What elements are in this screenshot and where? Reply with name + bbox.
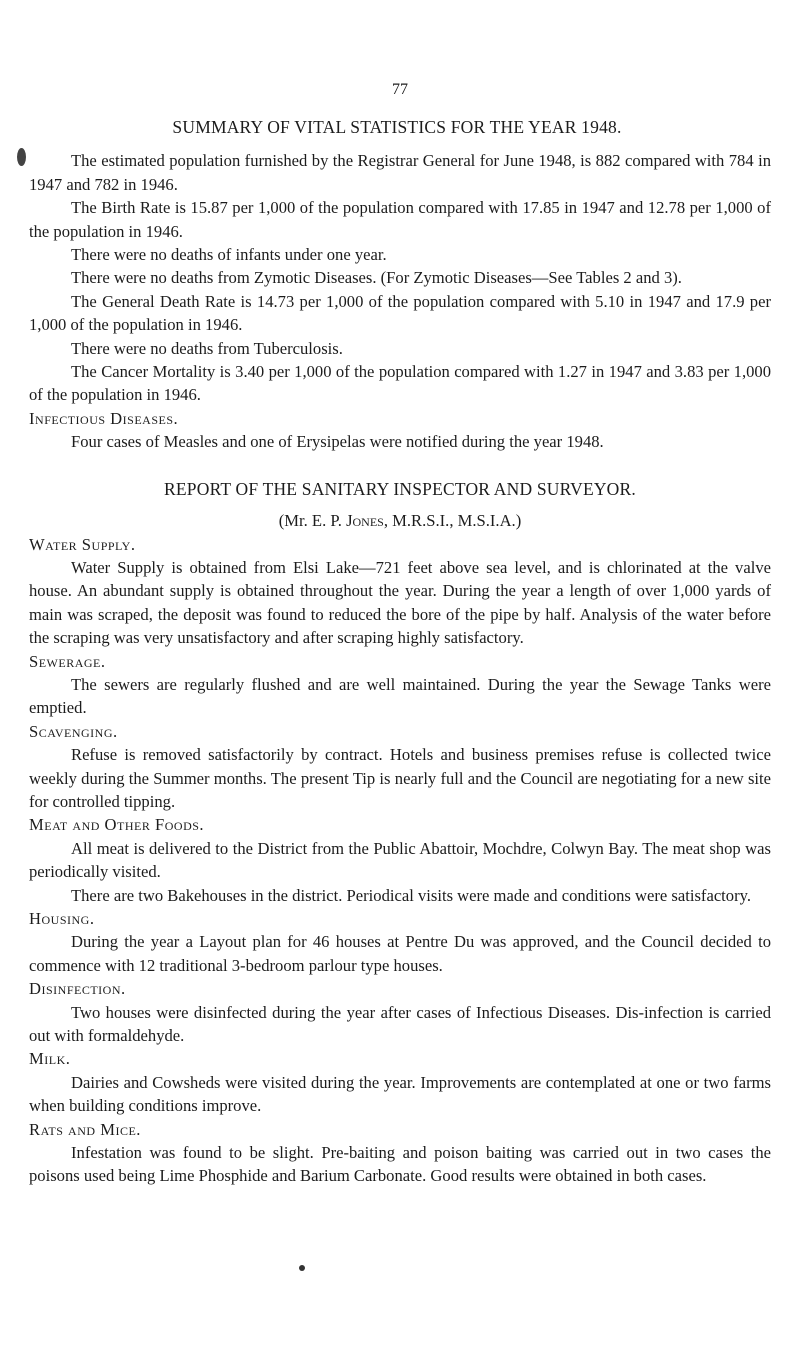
section-heading-meat-and-other-foods: Meat and Other Foods. bbox=[29, 815, 205, 835]
section-heading-infectious-diseases: Infectious Diseases. bbox=[29, 408, 179, 428]
section-heading-disinfection: Disinfection. bbox=[29, 979, 126, 999]
housing-text: During the year a Layout plan for 46 houses at Pentre Du was approved, and the Council decided to commence with 12 traditional 3-bedroom parlour type houses. bbox=[29, 932, 771, 975]
summary-paragraph: The estimated population furnished by the Registrar General for June 1948, is 882 compared with 784 in 1947 and 782 in 1946. bbox=[29, 151, 771, 194]
section-heading-rats-and-mice: Rats and Mice. bbox=[29, 1119, 141, 1139]
bakehouses-text: There are two Bakehouses in the district. Periodical visits were made and conditions were satisfactory. bbox=[71, 885, 751, 905]
rats-and-mice-text: Infestation was found to be slight. Pre-baiting and poison baiting was carried out in two cases the poisons used being Lime Phosphide and Barium Carbonate. Good results were obtained in both cases. bbox=[29, 1143, 771, 1186]
ink-dot bbox=[299, 1265, 305, 1271]
page-content bbox=[29, 116, 771, 1188]
disinfection-text: Two houses were disinfected during the year after cases of Infectious Diseases. Dis-infection is carried out with formaldehyde. bbox=[29, 1002, 771, 1046]
milk-text: Dairies and Cowsheds were visited during the year. Improvements are contemplated at one or two farms when building conditions improve. bbox=[29, 1072, 771, 1116]
summary-paragraph: The Cancer Mortality is 3.40 per 1,000 of the population compared with 1.27 in 1947 and 3.83 per 1,000 of the population in 1946. bbox=[29, 362, 771, 405]
section-heading-housing: Housing. bbox=[29, 909, 95, 928]
summary-title: SUMMARY OF VITAL STATISTICS FOR THE YEAR 1948. bbox=[172, 117, 622, 137]
section-heading-sewerage: Sewerage. bbox=[29, 651, 106, 671]
byline-suffix: , M.R.S.I., M.S.I.A.) bbox=[383, 511, 522, 531]
section-heading-water-supply: Water Supply. bbox=[29, 534, 136, 554]
summary-paragraph: There were no deaths from Tuberculosis. bbox=[71, 338, 343, 358]
summary-paragraph: The General Death Rate is 14.73 per 1,000 of the population compared with 5.10 in 1947 and 17.9 per 1,000 of the population in 1946. bbox=[29, 291, 771, 335]
byline-prefix: (Mr. E. P. bbox=[278, 511, 347, 531]
infectious-diseases-text: Four cases of Measles and one of Erysipelas were notified during the year 1948. bbox=[71, 432, 604, 452]
meat-text: All meat is delivered to the District from the Public Abattoir, Mochdre, Colwyn Bay. The meat shop was periodically visited. bbox=[29, 838, 771, 882]
summary-paragraph: There were no deaths from Zymotic Diseases. (For Zymotic Diseases—See Tables 2 and 3). bbox=[71, 268, 682, 288]
scavenging-text: Refuse is removed satisfactorily by contract. Hotels and business premises refuse is collected twice weekly during the Summer months. The present Tip is nearly full and the Council are negotiating for a new site for controlled tipping. bbox=[29, 745, 771, 811]
page-number: 77 bbox=[392, 81, 408, 98]
byline-name: Jones bbox=[346, 511, 384, 531]
report-byline bbox=[29, 509, 771, 532]
summary-paragraph: There were no deaths of infants under one year. bbox=[71, 245, 387, 265]
sewerage-text: The sewers are regularly flushed and are well maintained. During the year the Sewage Tanks were emptied. bbox=[29, 674, 771, 718]
section-heading-scavenging: Scavenging. bbox=[29, 721, 118, 741]
report-title: REPORT OF THE SANITARY INSPECTOR AND SURVEYOR. bbox=[164, 478, 636, 499]
section-heading-milk: Milk. bbox=[29, 1049, 71, 1069]
water-supply-text: Water Supply is obtained from Elsi Lake—721 feet above sea level, and is chlorinated at the valve house. An abundant supply is obtained throughout the year. During the year a length of over 1,000 yards of main was scraped, the deposit was found to reduced the bore of the pipe by half. Analysis of the water before the scraping was very unsatisfactory and after scraping highly satisfactory. bbox=[29, 557, 771, 648]
ink-blot bbox=[17, 148, 26, 166]
summary-paragraph: The Birth Rate is 15.87 per 1,000 of the population compared with 17.85 in 1947 and 12.78 per 1,000 of the population in 1946. bbox=[29, 198, 771, 241]
